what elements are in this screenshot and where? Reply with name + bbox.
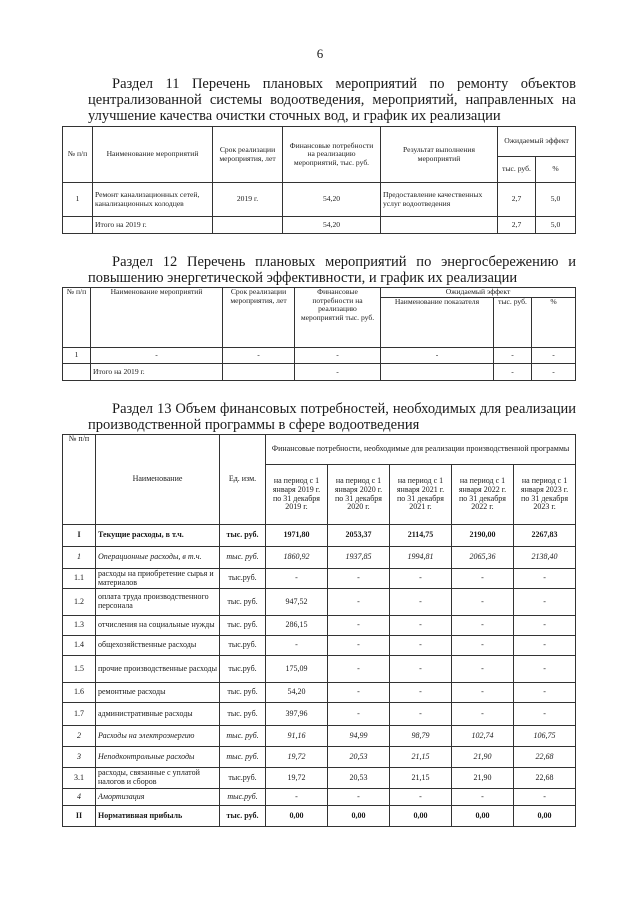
row-unit: тыс. руб. xyxy=(220,589,266,616)
s11-row1-result: Предоставление качественных услуг водоотведения xyxy=(381,183,498,217)
row-unit: тыс. руб. xyxy=(220,703,266,726)
table-row xyxy=(63,703,576,726)
row-value: 21,15 xyxy=(390,747,452,768)
row-name: расходы на приобретение сырья и материалов xyxy=(96,569,220,589)
s11-header-term: Срок реализации мероприятия, лет xyxy=(213,127,283,183)
row-number: 3 xyxy=(63,747,96,768)
row-value: - xyxy=(452,616,514,636)
s12-header-term: Срок реализации мероприятия, лет xyxy=(223,288,295,348)
row-number: I xyxy=(63,525,96,547)
section-11-heading-line-1: Раздел 11 Перечень плановых мероприятий по ремонту объектов xyxy=(112,76,576,92)
s11-row2-result xyxy=(381,217,498,234)
section-12-heading-line-1: Раздел 12 Перечень плановых мероприятий по энергосбережению и xyxy=(112,254,576,270)
table-row xyxy=(63,183,576,217)
row-value: 91,16 xyxy=(266,726,328,747)
row-value: - xyxy=(452,589,514,616)
s11-row1-name: Ремонт канализационных сетей, канализационных колодцев xyxy=(93,183,213,217)
section-13-heading-line-1: Раздел 13 Объем финансовых потребностей, необходимых для реализации xyxy=(112,401,576,417)
row-value: - xyxy=(390,569,452,589)
s12-header-unit: тыс. руб. xyxy=(494,298,532,348)
row-value: - xyxy=(514,683,576,703)
row-number: II xyxy=(63,806,96,827)
row-number: 1.3 xyxy=(63,616,96,636)
table-row xyxy=(63,569,576,589)
s11-header-result: Результат выполнения мероприятий xyxy=(381,127,498,183)
row-value: 2190,00 xyxy=(452,525,514,547)
row-unit: тыс. руб. xyxy=(220,747,266,768)
table-row xyxy=(63,348,576,364)
row-value: 19,72 xyxy=(266,747,328,768)
s11-header-fin: Финансовые потребности на реализацию мероприятий, тыс. руб. xyxy=(283,127,381,183)
s12-header-indicator: Наименование показателя xyxy=(381,298,494,348)
s12-row1-unit: - xyxy=(494,348,532,364)
s13-header-name: Наименование xyxy=(96,435,220,525)
table-row xyxy=(63,726,576,747)
row-value: - xyxy=(514,789,576,806)
row-value: - xyxy=(514,569,576,589)
row-value: - xyxy=(328,656,390,683)
section-13-heading-line-2: производственной программы в сфере водоотведения xyxy=(88,417,420,433)
row-value: 102,74 xyxy=(452,726,514,747)
row-value: 20,53 xyxy=(328,747,390,768)
row-name: Нормативная прибыль xyxy=(96,806,220,827)
section-12-heading xyxy=(88,254,576,286)
s12-row1-num: 1 xyxy=(63,348,91,364)
s12-row1-fin: - xyxy=(295,348,381,364)
s11-row2-pct: 5,0 xyxy=(536,217,576,234)
s12-header-effect: Ожидаемый эффект xyxy=(381,288,576,298)
row-number: 1 xyxy=(63,547,96,569)
row-value: 21,90 xyxy=(452,768,514,789)
row-value: - xyxy=(266,789,328,806)
row-value: - xyxy=(390,589,452,616)
row-name: Операционные расходы, в т.ч. xyxy=(96,547,220,569)
s11-row2-num xyxy=(63,217,93,234)
row-value: 1860,92 xyxy=(266,547,328,569)
s12-header-name: Наименование мероприятий xyxy=(91,288,223,348)
row-name: Расходы на электроэнергию xyxy=(96,726,220,747)
row-value: - xyxy=(328,589,390,616)
row-number: 1.7 xyxy=(63,703,96,726)
row-number: 1.4 xyxy=(63,636,96,656)
row-unit: тыс. руб. xyxy=(220,726,266,747)
s12-row1-pct: - xyxy=(532,348,576,364)
row-value: 54,20 xyxy=(266,683,328,703)
row-value: - xyxy=(328,616,390,636)
row-value: 286,15 xyxy=(266,616,328,636)
s11-row1-fin: 54,20 xyxy=(283,183,381,217)
row-value: 947,52 xyxy=(266,589,328,616)
row-unit: тыс.руб. xyxy=(220,569,266,589)
row-value: - xyxy=(390,656,452,683)
row-value: - xyxy=(514,589,576,616)
row-value: 20,53 xyxy=(328,768,390,789)
row-value: 21,90 xyxy=(452,747,514,768)
table-row xyxy=(63,525,576,547)
row-value: - xyxy=(390,683,452,703)
section-13-heading xyxy=(88,401,576,433)
row-value: - xyxy=(452,703,514,726)
row-value: 1971,80 xyxy=(266,525,328,547)
s13-period-2020: на период с 1 января 2020 г. по 31 декабря 2020 г. xyxy=(328,465,390,525)
row-value: - xyxy=(328,683,390,703)
row-value: 2138,40 xyxy=(514,547,576,569)
row-name: Амортизация xyxy=(96,789,220,806)
table-row xyxy=(63,656,576,683)
row-value: 2267,83 xyxy=(514,525,576,547)
s12-row2-fin: - xyxy=(295,364,381,381)
row-value: 2114,75 xyxy=(390,525,452,547)
s12-row2-num xyxy=(63,364,91,381)
s13-period-2023: на период с 1 января 2023 г. по 31 декабря 2023 г. xyxy=(514,465,576,525)
section-11-table xyxy=(62,126,576,234)
s12-row2-pct: - xyxy=(532,364,576,381)
row-value: 98,79 xyxy=(390,726,452,747)
table-row xyxy=(63,364,576,381)
row-unit: тыс.руб. xyxy=(220,636,266,656)
section-12-table xyxy=(62,287,576,381)
s11-header-num: № п/п xyxy=(63,127,93,183)
table-row xyxy=(63,768,576,789)
row-value: 397,96 xyxy=(266,703,328,726)
row-name: прочие производственные расходы xyxy=(96,656,220,683)
row-value: - xyxy=(328,703,390,726)
row-name: Текущие расходы, в т.ч. xyxy=(96,525,220,547)
row-value: 175,09 xyxy=(266,656,328,683)
s13-period-2021: на период с 1 января 2021 г. по 31 декабря 2021 г. xyxy=(390,465,452,525)
row-number: 2 xyxy=(63,726,96,747)
s11-row1-eff: 2,7 xyxy=(498,183,536,217)
table-row xyxy=(63,636,576,656)
row-value: 94,99 xyxy=(328,726,390,747)
row-name: общехозяйственные расходы xyxy=(96,636,220,656)
row-name: оплата труда производственного персонала xyxy=(96,589,220,616)
row-value: 0,00 xyxy=(452,806,514,827)
row-name: ремонтные расходы xyxy=(96,683,220,703)
s13-header-num: № п/п xyxy=(63,435,96,525)
table-row xyxy=(63,589,576,616)
row-number: 1.2 xyxy=(63,589,96,616)
s12-row1-name: - xyxy=(91,348,223,364)
row-value: - xyxy=(390,789,452,806)
s12-row1-ind: - xyxy=(381,348,494,364)
row-value: 0,00 xyxy=(514,806,576,827)
row-name: отчисления на социальные нужды xyxy=(96,616,220,636)
row-value: 0,00 xyxy=(390,806,452,827)
s12-row2-term xyxy=(223,364,295,381)
s11-header-effect: Ожидаемый эффект xyxy=(498,127,576,157)
row-number: 4 xyxy=(63,789,96,806)
s11-row2-fin: 54,20 xyxy=(283,217,381,234)
row-value: 0,00 xyxy=(266,806,328,827)
row-value: - xyxy=(452,683,514,703)
row-value: 106,75 xyxy=(514,726,576,747)
table-row xyxy=(63,217,576,234)
s11-header-name: Наименование мероприятий xyxy=(93,127,213,183)
row-unit: тыс.руб. xyxy=(220,789,266,806)
row-value: 19,72 xyxy=(266,768,328,789)
row-value: 21,15 xyxy=(390,768,452,789)
s12-row2-unit: - xyxy=(494,364,532,381)
row-value: - xyxy=(514,636,576,656)
s12-row2-name: Итого на 2019 г. xyxy=(91,364,223,381)
row-value: - xyxy=(328,636,390,656)
s12-header-num: № п/п xyxy=(63,288,91,348)
table-row xyxy=(63,616,576,636)
table-row xyxy=(63,683,576,703)
page-number: 6 xyxy=(316,46,324,61)
s11-row1-num: 1 xyxy=(63,183,93,217)
row-unit: тыс. руб. xyxy=(220,525,266,547)
table-row xyxy=(63,747,576,768)
row-value: - xyxy=(266,569,328,589)
row-unit: тыс.руб. xyxy=(220,656,266,683)
row-number: 1.1 xyxy=(63,569,96,589)
s12-header-fin: Финансовые потребности на реализацию мероприятий тыс. руб. xyxy=(295,288,381,348)
row-unit: тыс.руб. xyxy=(220,768,266,789)
row-unit: тыс. руб. xyxy=(220,806,266,827)
row-unit: тыс. руб. xyxy=(220,616,266,636)
s11-header-pct: % xyxy=(536,157,576,183)
table-row xyxy=(63,547,576,569)
row-value: - xyxy=(390,616,452,636)
s11-row1-pct: 5,0 xyxy=(536,183,576,217)
section-12-heading-line-2: повышению энергетической эффективности, и график их реализации xyxy=(88,270,518,286)
row-value: - xyxy=(452,636,514,656)
row-value: - xyxy=(514,656,576,683)
row-value: - xyxy=(452,656,514,683)
row-value: 0,00 xyxy=(328,806,390,827)
table-row xyxy=(63,789,576,806)
section-11-heading-line-3: улучшение качества очистки сточных вод, и график их реализации xyxy=(88,108,501,124)
row-value: - xyxy=(266,636,328,656)
row-value: - xyxy=(328,569,390,589)
row-value: - xyxy=(452,789,514,806)
row-number: 3.1 xyxy=(63,768,96,789)
row-value: - xyxy=(452,569,514,589)
s11-row2-term xyxy=(213,217,283,234)
s13-period-2022: на период с 1 января 2022 г. по 31 декабря 2022 г. xyxy=(452,465,514,525)
row-unit: тыс. руб. xyxy=(220,683,266,703)
s12-header-pct: % xyxy=(532,298,576,348)
row-value: - xyxy=(514,616,576,636)
s13-period-2019: на период с 1 января 2019 г. по 31 декабря 2019 г. xyxy=(266,465,328,525)
row-name: Неподконтрольные расходы xyxy=(96,747,220,768)
s13-header-unit: Ед. изм. xyxy=(220,435,266,525)
s13-table-body xyxy=(63,525,576,827)
s11-row2-eff: 2,7 xyxy=(498,217,536,234)
s12-row2-ind xyxy=(381,364,494,381)
row-value: - xyxy=(390,636,452,656)
row-unit: тыс. руб. xyxy=(220,547,266,569)
row-value: - xyxy=(390,703,452,726)
row-value: 22,68 xyxy=(514,747,576,768)
section-11-heading-line-2: централизованной системы водоотведения, мероприятий, направленных на xyxy=(88,92,576,108)
row-value: 1937,85 xyxy=(328,547,390,569)
section-13-table xyxy=(62,434,576,827)
row-value: 22,68 xyxy=(514,768,576,789)
row-name: административные расходы xyxy=(96,703,220,726)
row-value: 2053,37 xyxy=(328,525,390,547)
s11-header-unit: тыс. руб. xyxy=(498,157,536,183)
row-name: расходы, связанные с уплатой налогов и сборов xyxy=(96,768,220,789)
row-value: 2065,36 xyxy=(452,547,514,569)
row-value: - xyxy=(328,789,390,806)
row-number: 1.6 xyxy=(63,683,96,703)
s11-row1-term: 2019 г. xyxy=(213,183,283,217)
table-row xyxy=(63,806,576,827)
section-11-heading xyxy=(88,76,576,124)
s12-row1-term: - xyxy=(223,348,295,364)
row-value: 1994,81 xyxy=(390,547,452,569)
row-value: - xyxy=(514,703,576,726)
s11-row2-name: Итого на 2019 г. xyxy=(93,217,213,234)
s13-header-fin: Финансовые потребности, необходимые для реализации производственной программы xyxy=(266,435,576,465)
row-number: 1.5 xyxy=(63,656,96,683)
